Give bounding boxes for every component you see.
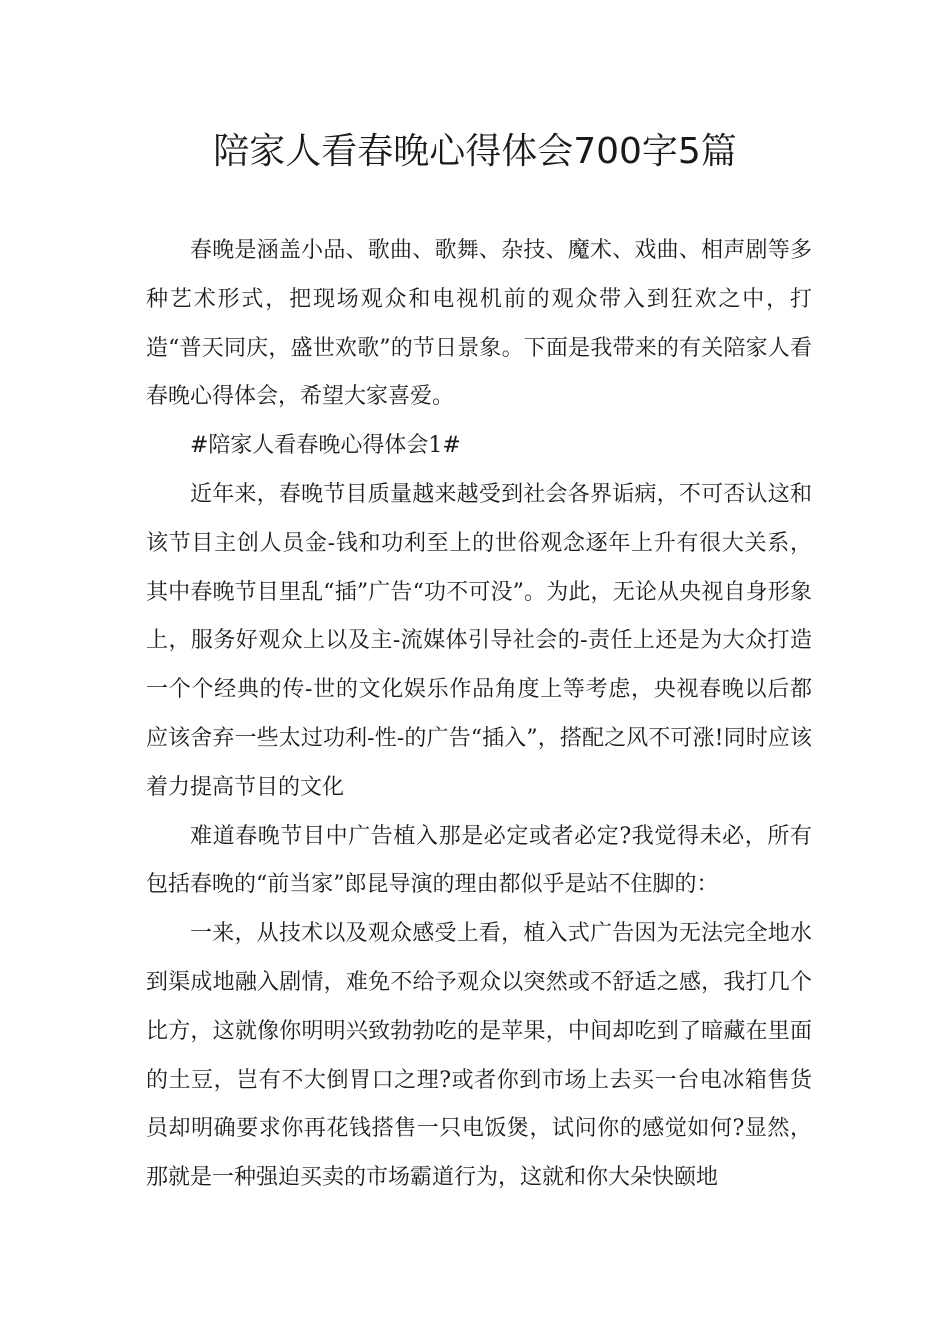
body-paragraph: 近年来，春晚节目质量越来越受到社会各界诟病，不可否认这和该节目主创人员金-钱和功利至上的世俗观念逐年上升有很大关系，其中春晚节目里乱“插”广告“功不可没”。为此，无论从央视自身形象上，服务好观众上以及主-流媒体引导社会的-责任上还是为大众打造一个个经典的传-世的文化娱乐作品角度上等考虑，央视春晚以后都应该舍弃一些太过功利-性-的广告“插入”，搭配之风不可涨!同时应该着力提高节目的文化 xyxy=(146,481,812,800)
section-heading: #陪家人看春晚心得体会1# xyxy=(190,433,461,459)
document-title: 陪家人看春晚心得体会700字5篇 xyxy=(213,131,737,172)
intro-paragraph: 春晚是涵盖小品、歌曲、歌舞、杂技、魔术、戏曲、相声剧等多种艺术形式，把现场观众和电视机前的观众带入到狂欢之中，打造“普天同庆，盛世欢歌”的节日景象。下面是我带来的有关陪家人看春晚心得体会，希望大家喜爱。 xyxy=(146,238,812,410)
body-paragraph: 一来，从技术以及观众感受上看，植入式广告因为无法完全地水到渠成地融入剧情，难免不给予观众以突然或不舒适之感，我打几个比方，这就像你明明兴致勃勃吃的是苹果，中间却吃到了暗藏在里面的土豆，岂有不大倒胃口之理?或者你到市场上去买一台电冰箱售货员却明确要求你再花钱搭售一只电饭煲，试问你的感觉如何?显然，那就是一种强迫买卖的市场霸道行为，这就和你大朵快颐地 xyxy=(146,921,812,1191)
body-paragraph: 难道春晚节目中广告植入那是必定或者必定?我觉得未必，所有包括春晚的“前当家”郎昆导演的理由都似乎是站不住脚的： xyxy=(146,823,812,898)
document-body xyxy=(146,227,812,1203)
